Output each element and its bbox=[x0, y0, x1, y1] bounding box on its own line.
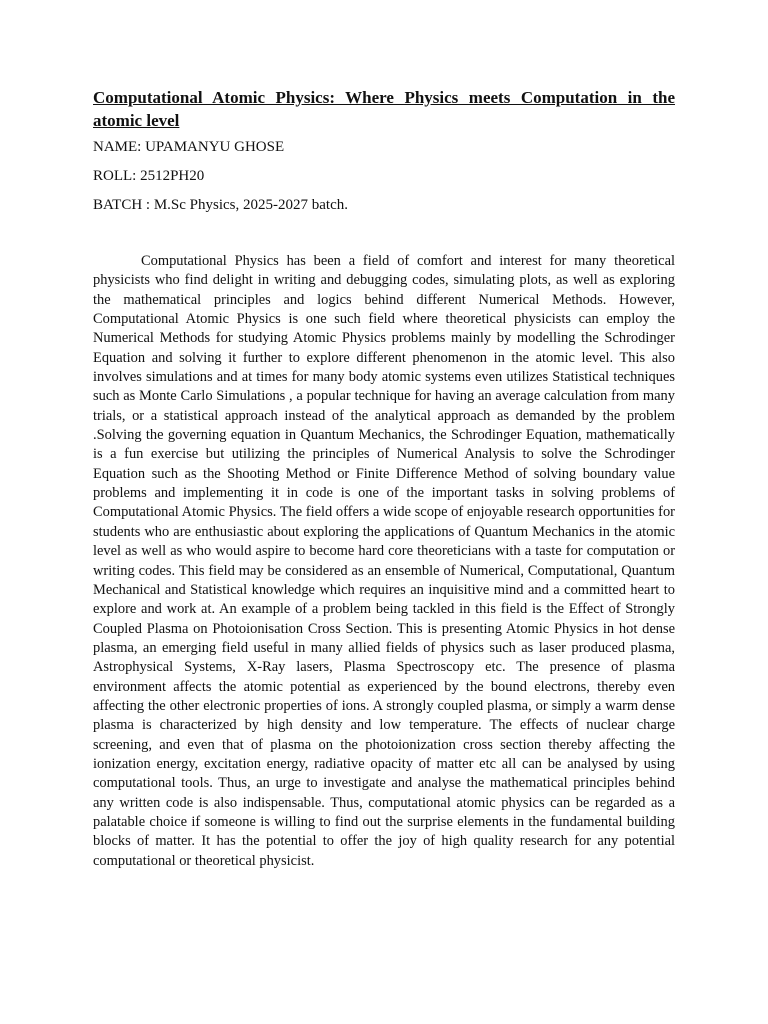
body-paragraph: Computational Physics has been a field of comfort and interest for many theoretical physicists who find delight in writing and debugging codes, simulating plots, as well as exploring the mathematical principles and logics behind different Numerical Methods. However, Computational Atomic Physics is one such field where theoretical physicists can employ the Numerical Methods for studying Atomic Physics problems mainly by modelling the Schrodinger Equation and solving it further to explore different phenomenon in the atomic level. This also involves simulations and at times for many body atomic systems even utilizes Statistical techniques such as Monte Carlo Simulations , a popular technique for having an average calculation from many trials, or a statistical approach instead of the analytical approach as demanded by the problem .Solving the governing equation in Quantum Mechanics, the Schrodinger Equation, mathematically is a fun exercise but utilizing the principles of Numerical Analysis to solve the Schrodinger Equation such as the Shooting Method or Finite Difference Method of solving boundary value problems and implementing it in code is one of the important tasks in solving problems of Computational Atomic Physics. The field offers a wide scope of enjoyable research opportunities for students who are enthusiastic about exploring the applications of Quantum Mechanics in the atomic level as well as who would aspire to become hard core theoreticians with a taste for computation or writing codes. This field may be considered as an ensemble of Numerical, Computational, Quantum Mechanical and Statistical knowledge which requires an inquisitive mind and a committed heart to explore and work at. An example of a problem being tackled in this field is the Effect of Strongly Coupled Plasma on Photoionisation Cross Section. This is presenting Atomic Physics in hot dense plasma, an emerging field useful in many allied fields of physics such as laser produced plasma, Astrophysical Systems, X-Ray lasers, Plasma Spectroscopy etc. The presence of plasma environment affects the atomic potential as experienced by the bound electrons, thereby even affecting the other electronic properties of ions. A strongly coupled plasma, or simply a warm dense plasma is characterized by high density and low temperature. The effects of nuclear charge screening, and even that of plasma on the photoionization cross section thereby affecting the ionization energy, excitation energy, radiative opacity of matter etc all can be analysed by using computational tools. Thus, an urge to investigate and analyse the mathematical principles behind any written code is also indispensable. Thus, computational atomic physics can be regarded as a palatable choice if someone is willing to find out the surprise elements in the fundamental building blocks of matter. It has the potential to offer the joy of high quality research for any potential computational or theoretical physicist. bbox=[93, 253, 675, 869]
document-content bbox=[93, 86, 675, 871]
roll-line bbox=[93, 167, 675, 185]
document-title: Computational Atomic Physics: Where Physics meets Computation in the atomic level bbox=[93, 88, 675, 130]
batch-line bbox=[93, 196, 675, 214]
roll-value: 2512PH20 bbox=[140, 168, 205, 184]
name-value: UPAMANYU GHOSE bbox=[145, 139, 285, 155]
name-label: NAME: bbox=[93, 139, 146, 155]
batch-label: BATCH : bbox=[93, 197, 154, 213]
paragraph-gap bbox=[93, 225, 675, 252]
batch-value: M.Sc Physics, 2025-2027 batch. bbox=[153, 197, 349, 213]
name-line bbox=[93, 138, 675, 156]
roll-label: ROLL: bbox=[93, 168, 141, 184]
